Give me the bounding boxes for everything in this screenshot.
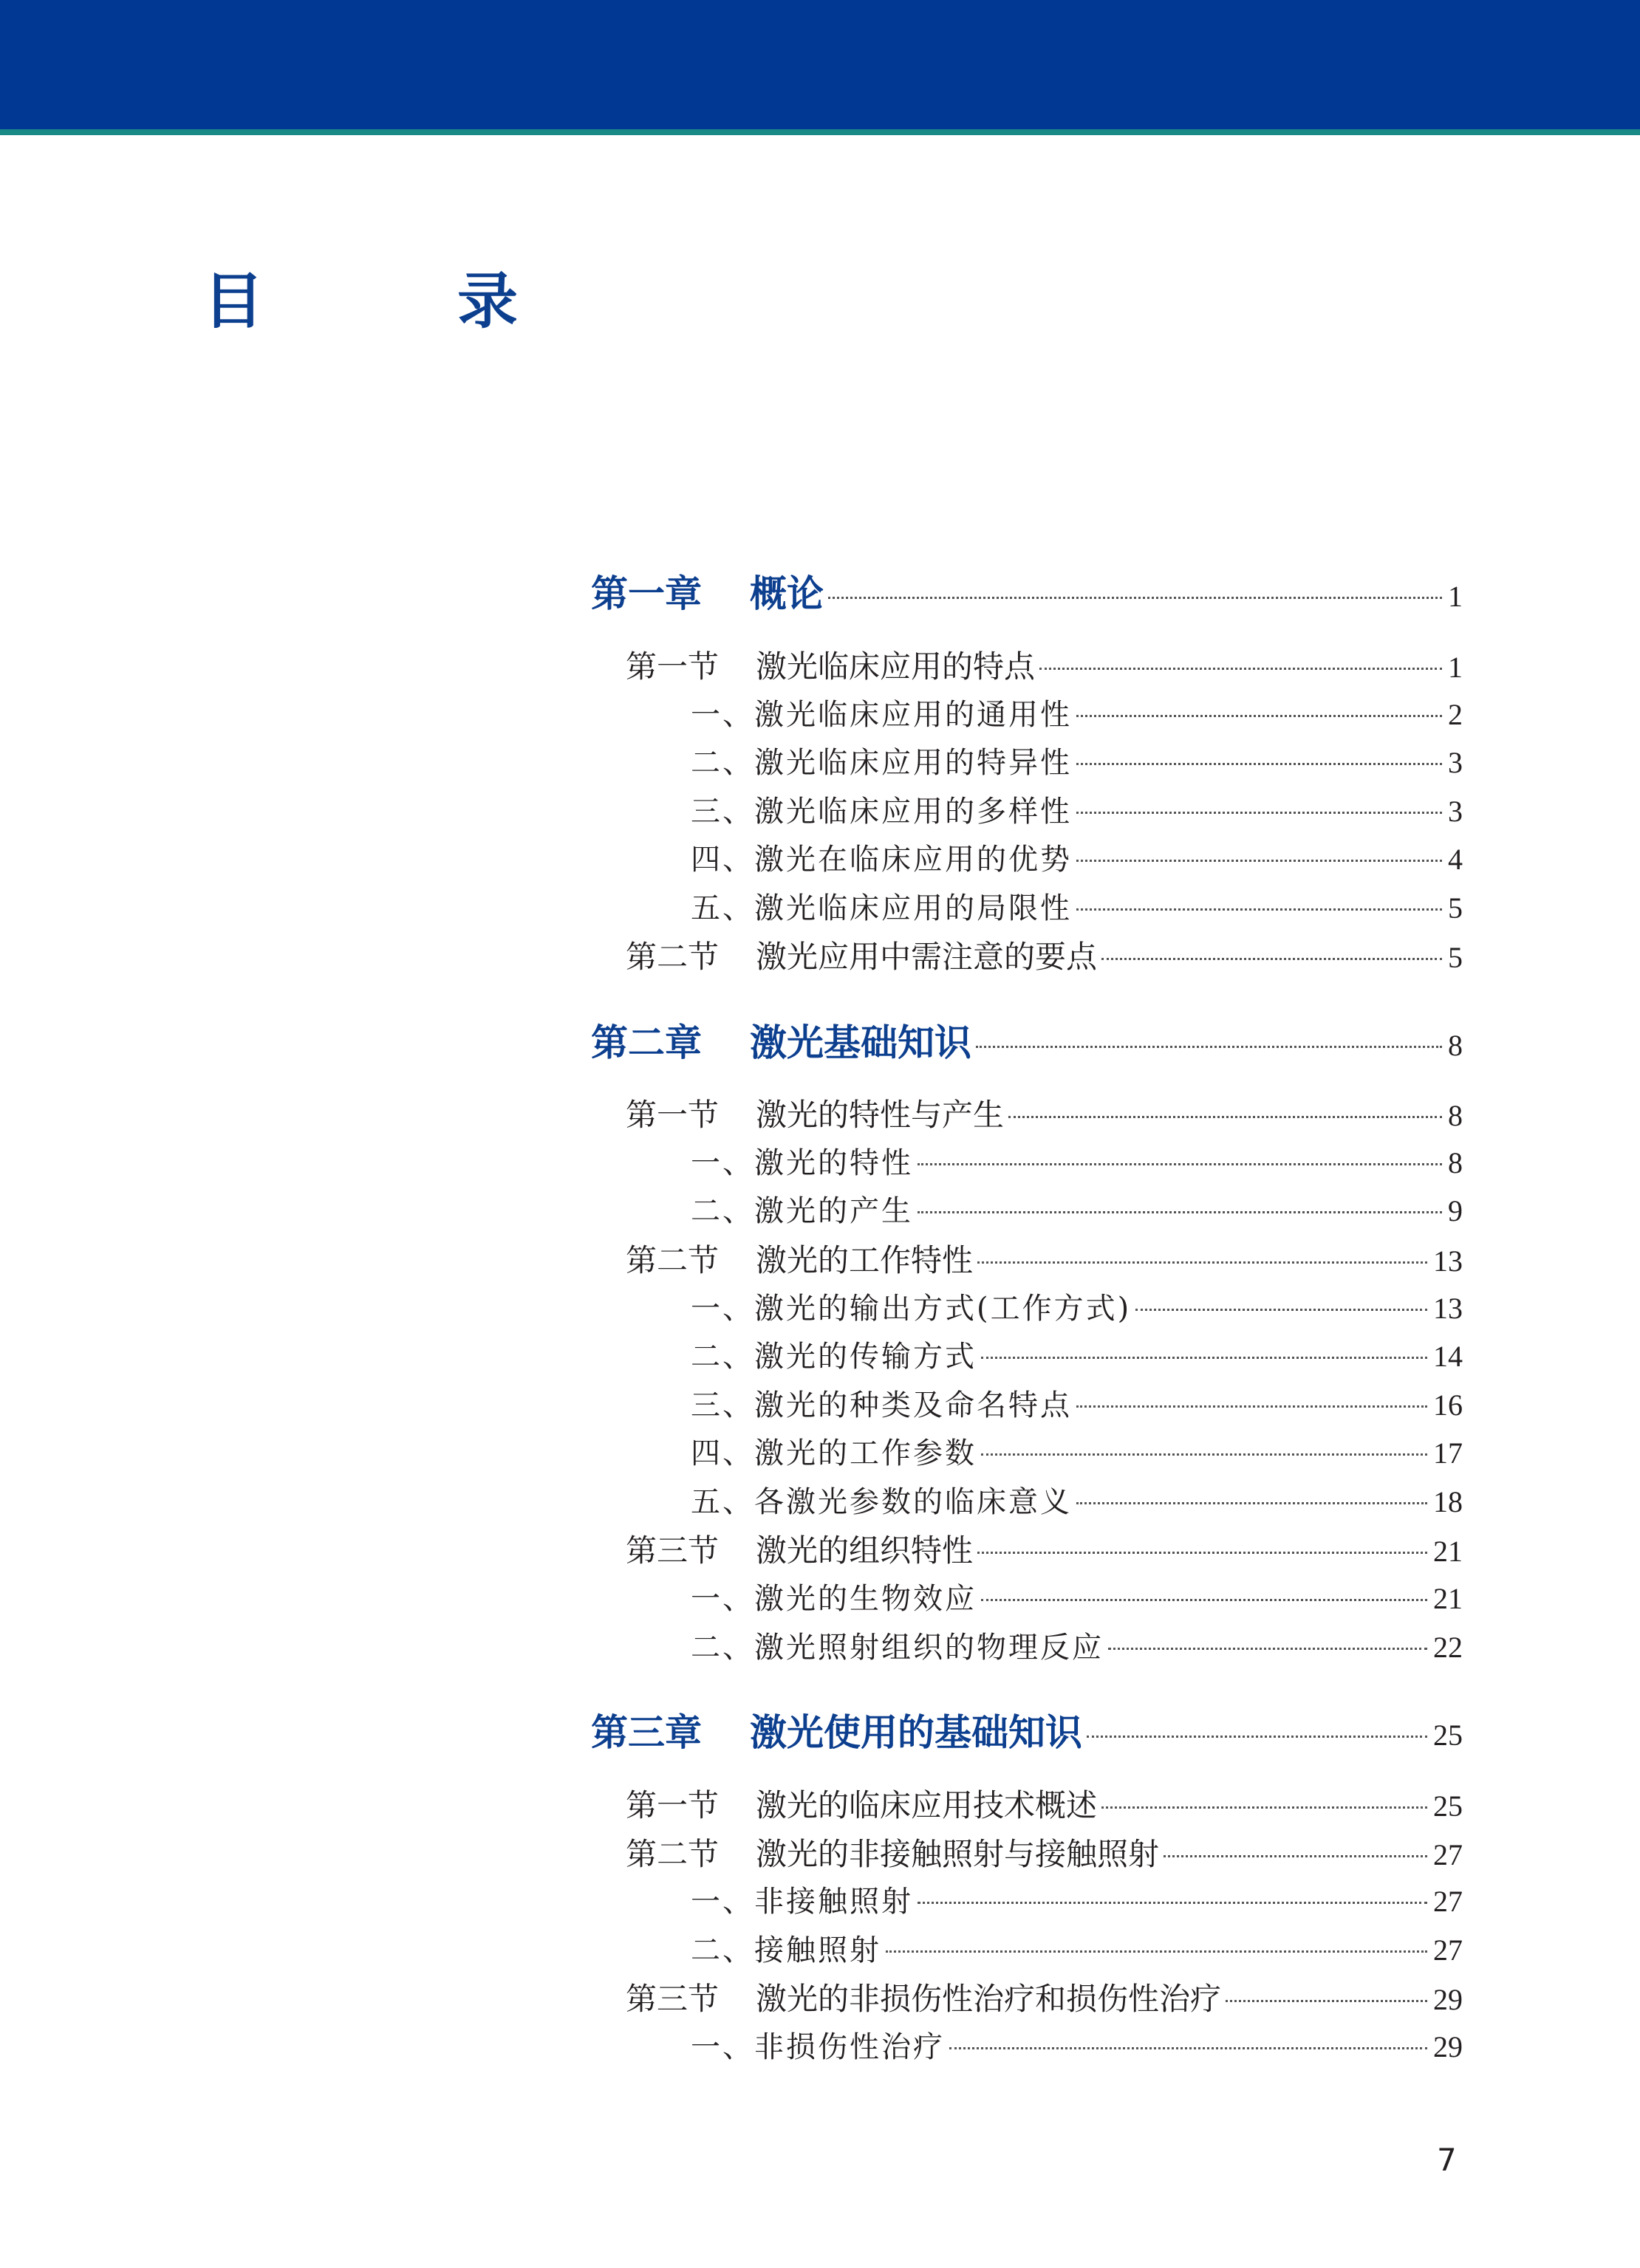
toc-page-number: 4 (1448, 843, 1463, 876)
dot-leader (1135, 1309, 1427, 1311)
dot-leader (981, 1357, 1427, 1359)
toc-item[interactable] (591, 1575, 1463, 1617)
dot-leader (949, 2047, 1427, 2049)
toc-page-number: 17 (1433, 1436, 1463, 1470)
toc-page-number: 29 (1433, 2030, 1463, 2063)
toc-page-number: 16 (1433, 1388, 1463, 1422)
toc-title: 三、激光的种类及命名特点 (691, 1388, 1072, 1422)
toc-page-number: 3 (1448, 795, 1463, 828)
toc-title: 二、接触照射 (691, 1933, 881, 1967)
toc-chapter[interactable] (591, 564, 1463, 617)
toc-title: 激光的工作特性 (756, 1242, 974, 1278)
toc-page-number: 21 (1433, 1535, 1463, 1568)
dot-leader (1164, 1855, 1427, 1857)
dot-leader (1101, 1806, 1427, 1809)
toc-page-number: 8 (1448, 1029, 1463, 1062)
toc-title: 激光基础知识 (750, 1021, 971, 1064)
dot-leader (1076, 763, 1442, 765)
toc-title: 四、激光在临床应用的优势 (691, 843, 1072, 877)
toc-page-number: 21 (1433, 1582, 1463, 1615)
toc-title: 激光应用中需注意的要点 (756, 939, 1098, 975)
page-title: 目 录 (203, 267, 585, 337)
toc-number: 第三节 (626, 1981, 720, 2017)
toc-page-number: 9 (1448, 1194, 1463, 1227)
toc-item[interactable] (591, 788, 1463, 830)
toc-title: 激光临床应用的特点 (756, 648, 1036, 685)
toc-page-number: 29 (1433, 1983, 1463, 2016)
dot-leader (1076, 1502, 1427, 1504)
dot-leader (1108, 1648, 1427, 1650)
toc-item[interactable] (591, 739, 1463, 781)
toc-number: 第二节 (626, 1242, 720, 1278)
toc-page-number: 8 (1448, 1099, 1463, 1132)
toc-title: 激光的临床应用技术概述 (756, 1787, 1098, 1823)
toc-section[interactable] (591, 933, 1463, 977)
toc-page-number: 27 (1433, 1838, 1463, 1871)
dot-leader (1039, 668, 1442, 670)
dot-leader (1076, 1405, 1427, 1408)
toc-title: 二、激光照射组织的物理反应 (691, 1631, 1104, 1665)
toc-page-number: 8 (1448, 1146, 1463, 1179)
toc-title: 激光的非接触照射与接触照射 (756, 1836, 1160, 1872)
toc-section[interactable] (591, 1091, 1463, 1135)
toc-item[interactable] (591, 1927, 1463, 1969)
dot-leader (1087, 1736, 1427, 1738)
toc-title: 五、激光临床应用的局限性 (691, 891, 1072, 925)
toc-number: 第一章 (591, 572, 702, 615)
toc-page-number: 1 (1448, 580, 1463, 613)
dot-leader (1101, 958, 1442, 960)
toc-page-number: 2 (1448, 698, 1463, 731)
toc-title: 二、激光的产生 (691, 1194, 913, 1228)
toc-number: 第一节 (626, 1787, 720, 1823)
toc-page-number: 13 (1433, 1292, 1463, 1325)
dot-leader (1076, 812, 1442, 814)
toc-item[interactable] (591, 885, 1463, 927)
dot-leader (918, 1163, 1442, 1165)
toc-section[interactable] (591, 1781, 1463, 1826)
toc-title: 四、激光的工作参数 (691, 1436, 977, 1470)
toc-title: 一、激光的生物效应 (691, 1582, 977, 1616)
toc-number: 第二节 (626, 1836, 720, 1872)
toc-number: 第二章 (591, 1021, 702, 1064)
toc-item[interactable] (591, 1430, 1463, 1472)
toc-section[interactable] (591, 1975, 1463, 2019)
toc-title: 三、激光临床应用的多样性 (691, 795, 1072, 829)
toc-number: 第三节 (626, 1532, 720, 1569)
toc-section[interactable] (591, 1236, 1463, 1281)
toc-page-number: 5 (1448, 891, 1463, 925)
toc-chapter[interactable] (591, 1013, 1463, 1066)
dot-leader (886, 1950, 1427, 1953)
toc-title: 一、激光临床应用的通用性 (691, 698, 1072, 732)
toc-number: 第三章 (591, 1710, 702, 1754)
toc-page-number: 1 (1448, 651, 1463, 684)
dot-leader (977, 1261, 1427, 1264)
dot-leader (981, 1453, 1427, 1456)
toc-number: 第一节 (626, 648, 720, 685)
toc-page-number: 5 (1448, 941, 1463, 974)
dot-leader (918, 1211, 1442, 1213)
toc-page-number: 3 (1448, 746, 1463, 779)
top-banner (0, 0, 1640, 129)
toc-section[interactable] (591, 1830, 1463, 1874)
toc-page-number: 25 (1433, 1789, 1463, 1823)
toc-item[interactable] (591, 836, 1463, 878)
dot-leader (981, 1599, 1427, 1601)
toc-page-number: 13 (1433, 1244, 1463, 1278)
toc-title: 五、各激光参数的临床意义 (691, 1485, 1072, 1519)
toc-title: 激光的组织特性 (756, 1532, 974, 1569)
toc-number: 第一节 (626, 1097, 720, 1133)
toc-title: 一、激光的输出方式(工作方式) (691, 1292, 1132, 1326)
toc-section[interactable] (591, 643, 1463, 687)
page-number: 7 (1437, 2142, 1457, 2178)
dot-leader (977, 1552, 1427, 1554)
toc-item[interactable] (591, 1140, 1463, 1182)
dot-leader (1076, 715, 1442, 717)
toc-page-number: 22 (1433, 1631, 1463, 1664)
toc-chapter[interactable] (591, 1703, 1463, 1756)
banner-stripe (0, 129, 1640, 135)
toc-item[interactable] (591, 2024, 1463, 2066)
toc-title: 一、非接触照射 (691, 1885, 913, 1919)
toc-item[interactable] (591, 1479, 1463, 1521)
toc-title: 一、非损伤性治疗 (691, 2030, 945, 2064)
toc-item[interactable] (591, 1624, 1463, 1666)
toc-title: 二、激光临床应用的特异性 (691, 746, 1072, 780)
dot-leader (1008, 1116, 1442, 1118)
toc-page-number: 25 (1433, 1719, 1463, 1752)
toc-page-number: 27 (1433, 1885, 1463, 1918)
toc-title: 激光使用的基础知识 (750, 1710, 1082, 1754)
toc-item[interactable] (591, 691, 1463, 733)
toc-number: 第二节 (626, 939, 720, 975)
dot-leader (976, 1046, 1442, 1048)
toc-title: 激光的特性与产生 (756, 1097, 1005, 1133)
dot-leader (828, 597, 1442, 599)
dot-leader (1076, 908, 1442, 911)
toc-section[interactable] (591, 1527, 1463, 1571)
toc-item[interactable] (591, 1878, 1463, 1920)
dot-leader (918, 1902, 1427, 1904)
toc-item[interactable] (591, 1285, 1463, 1327)
toc-title: 概论 (750, 572, 824, 615)
toc-item[interactable] (591, 1188, 1463, 1230)
toc-page-number: 14 (1433, 1340, 1463, 1373)
toc-page-number: 27 (1433, 1933, 1463, 1967)
dot-leader (1076, 860, 1442, 862)
dot-leader (1226, 2000, 1427, 2002)
toc-item[interactable] (591, 1333, 1463, 1375)
toc-title: 一、激光的特性 (691, 1146, 913, 1180)
toc-item[interactable] (591, 1382, 1463, 1424)
toc-title: 二、激光的传输方式 (691, 1340, 977, 1374)
toc-page-number: 18 (1433, 1485, 1463, 1518)
toc-title: 激光的非损伤性治疗和损伤性治疗 (756, 1981, 1222, 2017)
